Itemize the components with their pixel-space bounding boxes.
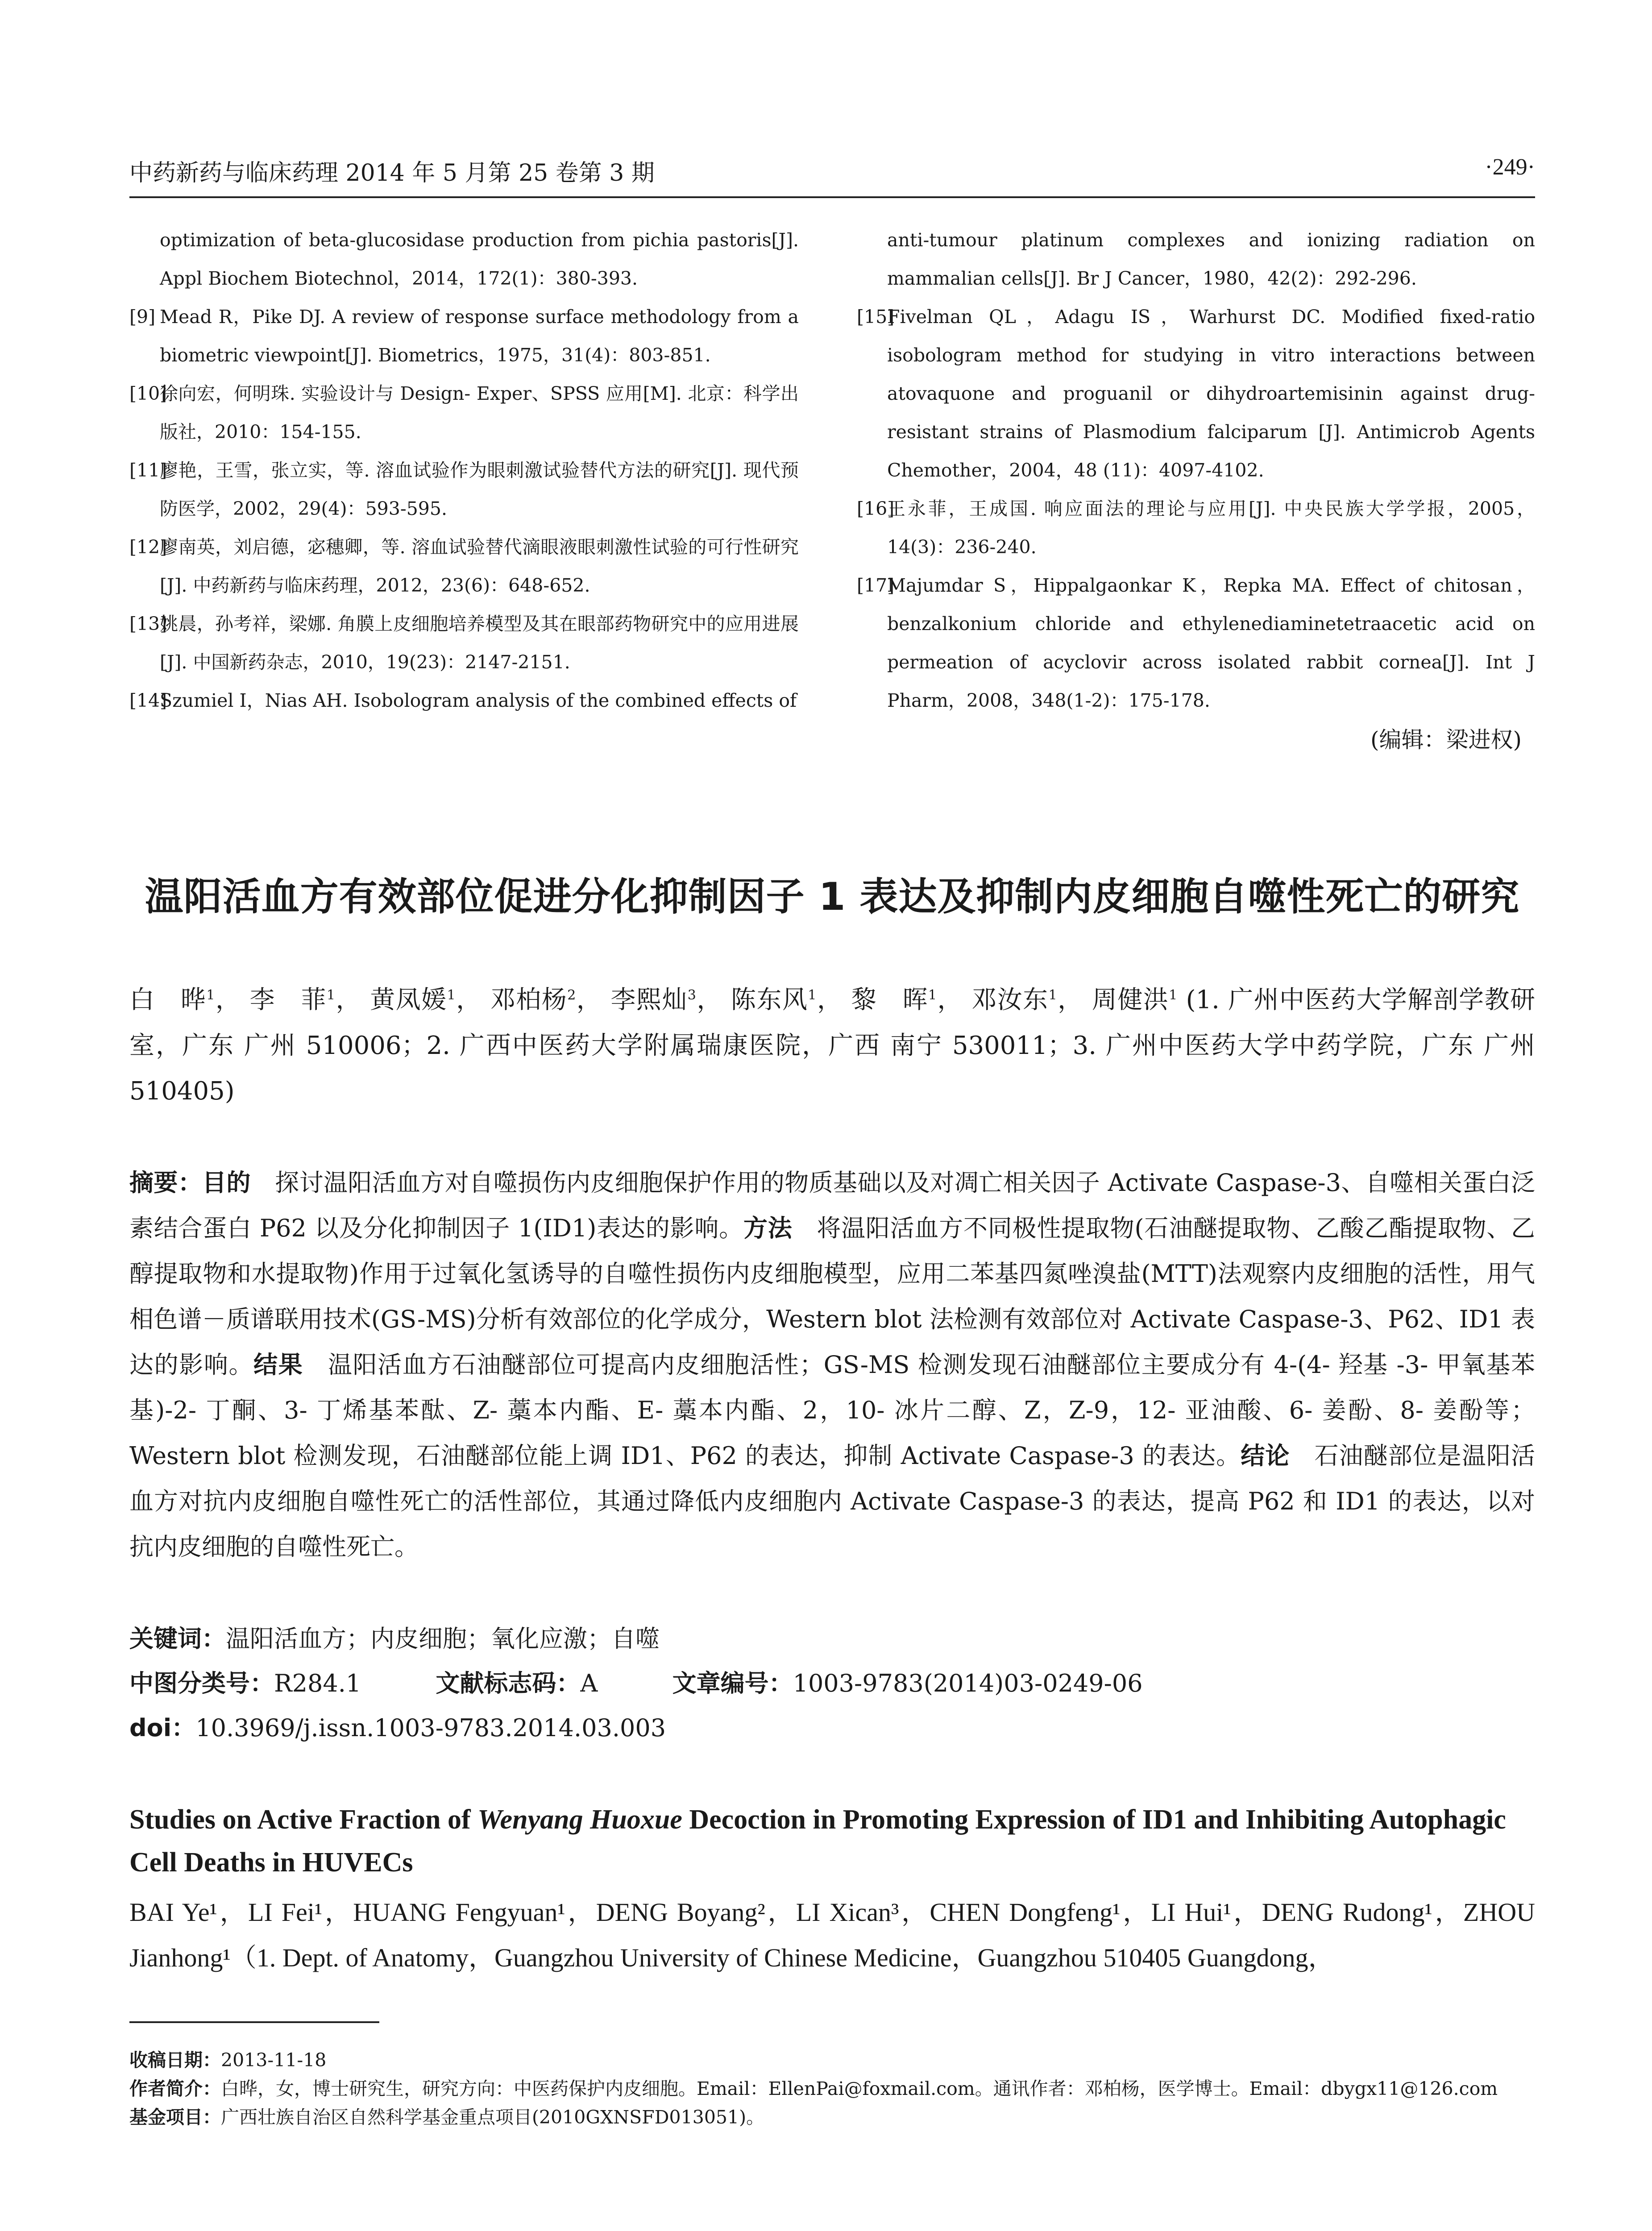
reference-item: [14] Szumiel I，Nias AH. Isobologram analysis of the combined effects of [129, 690, 797, 711]
doi-value: 10.3969/j.issn.1003-9783.2014.03.003 [195, 1714, 666, 1742]
footnotes [129, 2046, 1535, 2131]
keywords-label: 关键词： [129, 1625, 226, 1653]
funding: 基金项目：广西壮族自治区自然科学基金重点项目(2010GXNSFD013051)。 [129, 2107, 765, 2128]
english-title-italic: Wenyang Huoxue [477, 1804, 682, 1835]
results-text: 温阳活血方石油醚部位可提高内皮细胞活性；GS-MS 检测发现石油醚部位主要成分有 4-(4- 羟基 -3- 甲氧基苯基)-2- 丁酮、3- 丁烯基苯酞、Z- 藁本内酯、E- 藁本内酯、2，10- 冰片二醇、Z，Z-9，12- 亚油酸、6- 姜酚、8- 姜酚等；Western blot 检测发现，石油醚部位能上调 ID1、P62 的表达，抑制 Activate Caspase-3 的表达。 [129, 1351, 1536, 1470]
journal-name: 中药新药与临床药理 2014 年 5 月第 25 卷第 3 期 [129, 160, 655, 187]
editor-note: (编辑：梁进权) [1370, 727, 1522, 753]
author-name: 邓柏杨 [490, 985, 568, 1015]
running-header [129, 154, 1535, 185]
reference-item: [9] Mead R，Pike DJ. A review of response surface methodology from a biometric viewpoint[J]. Biometrics，1975，31(4)：803-851. [129, 306, 799, 366]
author-name: 周健洪 [1092, 985, 1169, 1015]
reference-item: [13] 姚晨，孙考祥，梁娜. 角膜上皮细胞培养模型及其在眼部药物研究中的应用进展[J]. 中国新药杂志，2010，19(23)：2147-2151. [129, 613, 799, 673]
author-name: 黎 晖 [851, 985, 929, 1015]
reference-item: [15] Fivelman QL，Adagu IS，Warhurst DC. Modified fixed-ratio isobologram method for studying in vitro interactions between atovaquone and proguanil or dihydroartemisinin against drug-resistant strains of Plasmodium falciparum [J]. Antimicrob Agents Chemother，2004，48 (11)：4097-4102. [857, 306, 1535, 481]
keywords-value: 温阳活血方；内皮细胞；氧化应激；自噬 [226, 1625, 660, 1653]
author-name: 黄凤媛 [370, 985, 447, 1015]
article-no-value: 1003-9783(2014)03-0249-06 [793, 1669, 1143, 1697]
received-date: 收稿日期：2013-11-18 [129, 2049, 327, 2071]
abstract [129, 1160, 1535, 1570]
doc-code-value: A [580, 1669, 598, 1697]
doi-label: doi： [129, 1714, 196, 1742]
author-block: 白 晔$^1$， 李 菲$^1$， 黄凤媛$^1$， 邓柏杨$^2$， 李熙灿$^3$， 陈东风$^1$， 黎 晖$^1$， 邓汝东$^1$， 周健洪$^1$ (1. 广州中医药大学解剖学教研室，广东 广州 510006；2. 广西中医药大学附属瑞康医院，广西 南宁 530011；3. 广州中医药大学中药学院，广东 广州 510405) [129, 985, 1536, 1106]
conclusion-label: 结论 [1241, 1442, 1290, 1470]
reference-item: [10] 徐向宏，何明珠. 实验设计与 Design- Exper、SPSS 应用[M]. 北京：科学出版社，2010：154-155. [129, 383, 799, 443]
abstract-label: 摘要： [129, 1169, 203, 1197]
purpose-label: 目的 [202, 1169, 251, 1197]
header-rule [129, 196, 1535, 198]
article-no-label: 文章编号： [672, 1669, 793, 1697]
article-title: 温阳活血方有效部位促进分化抑制因子 1 表达及抑制内皮细胞自噬性死亡的研究 [145, 875, 1520, 919]
purpose-text: 探讨温阳活血方对自噬损伤内皮细胞保护作用的物质基础以及对凋亡相关因子 Activate Caspase-3、自噬相关蛋白泛素结合蛋白 P62 以及分化抑制因子 1(ID1)表达的影响。 [129, 1169, 1536, 1242]
footnote-rule [129, 2021, 379, 2023]
affiliations: (1. 广州中医药大学解剖学教研室，广东 广州 510006；2. 广西中医药大学附属瑞康医院，广西 南宁 530011；3. 广州中医药大学中药学院，广东 广州 510405) [129, 985, 1536, 1106]
author-name: 邓汝东 [971, 985, 1049, 1015]
classification-line [129, 1664, 1535, 1699]
reference-item: optimization of beta-glucosidase production from pichia pastoris[J]. Appl Biochem Biotechnol，2014，172(1)：380-393. [160, 229, 799, 289]
author-name: 陈东风 [731, 985, 808, 1015]
author-intro: 作者简介：白晔，女，博士研究生，研究方向：中医药保护内皮细胞。Email：EllenPai@foxmail.com。通讯作者：邓柏杨，医学博士。Email：dbygx11@126.com [129, 2078, 1498, 2099]
reference-item: [12] 廖南英，刘启德，宓穗卿，等. 溶血试验替代滴眼液眼刺激性试验的可行性研究[J]. 中药新药与临床药理，2012，23(6)：648-652. [129, 536, 799, 596]
reference-item: anti-tumour platinum complexes and ionizing radiation on mammalian cells[J]. Br J Cancer，1980，42(2)：292-296. [887, 229, 1535, 289]
results-label: 结果 [253, 1351, 303, 1379]
reference-item: [16] 王永菲，王成国. 响应面法的理论与应用[J]. 中央民族大学学报，2005，14(3)：236-240. [857, 498, 1535, 558]
keywords [129, 1620, 1535, 1654]
references-right-column [857, 221, 1535, 760]
doc-code-label: 文献标志码： [436, 1669, 581, 1697]
clc-label: 中图分类号： [129, 1669, 274, 1697]
references-left-column [129, 221, 799, 720]
english-title: Studies on Active Fraction of Wenyang Huoxue Decoction in Promoting Expression of ID1 and Inhibiting Autophagic Cell Deaths in HUVECs [129, 1804, 1506, 1878]
reference-item: [11] 廖艳，王雪，张立实，等. 溶血试验作为眼刺激试验替代方法的研究[J]. 现代预防医学，2002，29(4)：593-595. [129, 460, 799, 519]
author-name: 李熙灿 [610, 985, 688, 1015]
methods-label: 方法 [743, 1214, 793, 1242]
english-authors: BAI Ye¹，LI Fei¹，HUANG Fengyuan¹，DENG Boyang²，LI Xican³，CHEN Dongfeng¹，LI Hui¹，DENG Rudong¹，ZHOU Jianhong¹（1. Dept. of Anatomy，Guangzhou University of Chinese Medicine，Guangzhou 510405 Guangdong， [129, 1898, 1535, 1972]
conclusion-text: 石油醚部位是温阳活血方对抗内皮细胞自噬性死亡的活性部位，其通过降低内皮细胞内 Activate Caspase-3 的表达，提高 P62 和 ID1 的表达，以对抗内皮细胞的自噬性死亡。 [129, 1442, 1536, 1561]
reference-item: [17] Majumdar S，Hippalgaonkar K，Repka MA. Effect of chitosan，benzalkonium chloride and ethylenediaminetetraacetic acid on permeation of acyclovir across isolated rabbit cornea[J]. Int J Pharm，2008，348(1-2)：175-178. [857, 575, 1535, 711]
doi-line [129, 1709, 1535, 1743]
methods-text: 将温阳活血方不同极性提取物(石油醚提取物、乙酸乙酯提取物、乙醇提取物和水提取物)作用于过氧化氢诱导的自噬性损伤内皮细胞模型，应用二苯基四氮唑溴盐(MTT)法观察内皮细胞的活性，用气相色谱－质谱联用技术(GS-MS)分析有效部位的化学成分，Western blot 法检测有效部位对 Activate Caspase-3、P62、ID1 表达的影响。 [129, 1214, 1536, 1379]
author-name: 李 菲 [249, 985, 327, 1015]
author-name: 白 晔 [129, 985, 207, 1015]
page-number: ·249· [1485, 154, 1535, 180]
clc-value: R284.1 [274, 1669, 361, 1697]
